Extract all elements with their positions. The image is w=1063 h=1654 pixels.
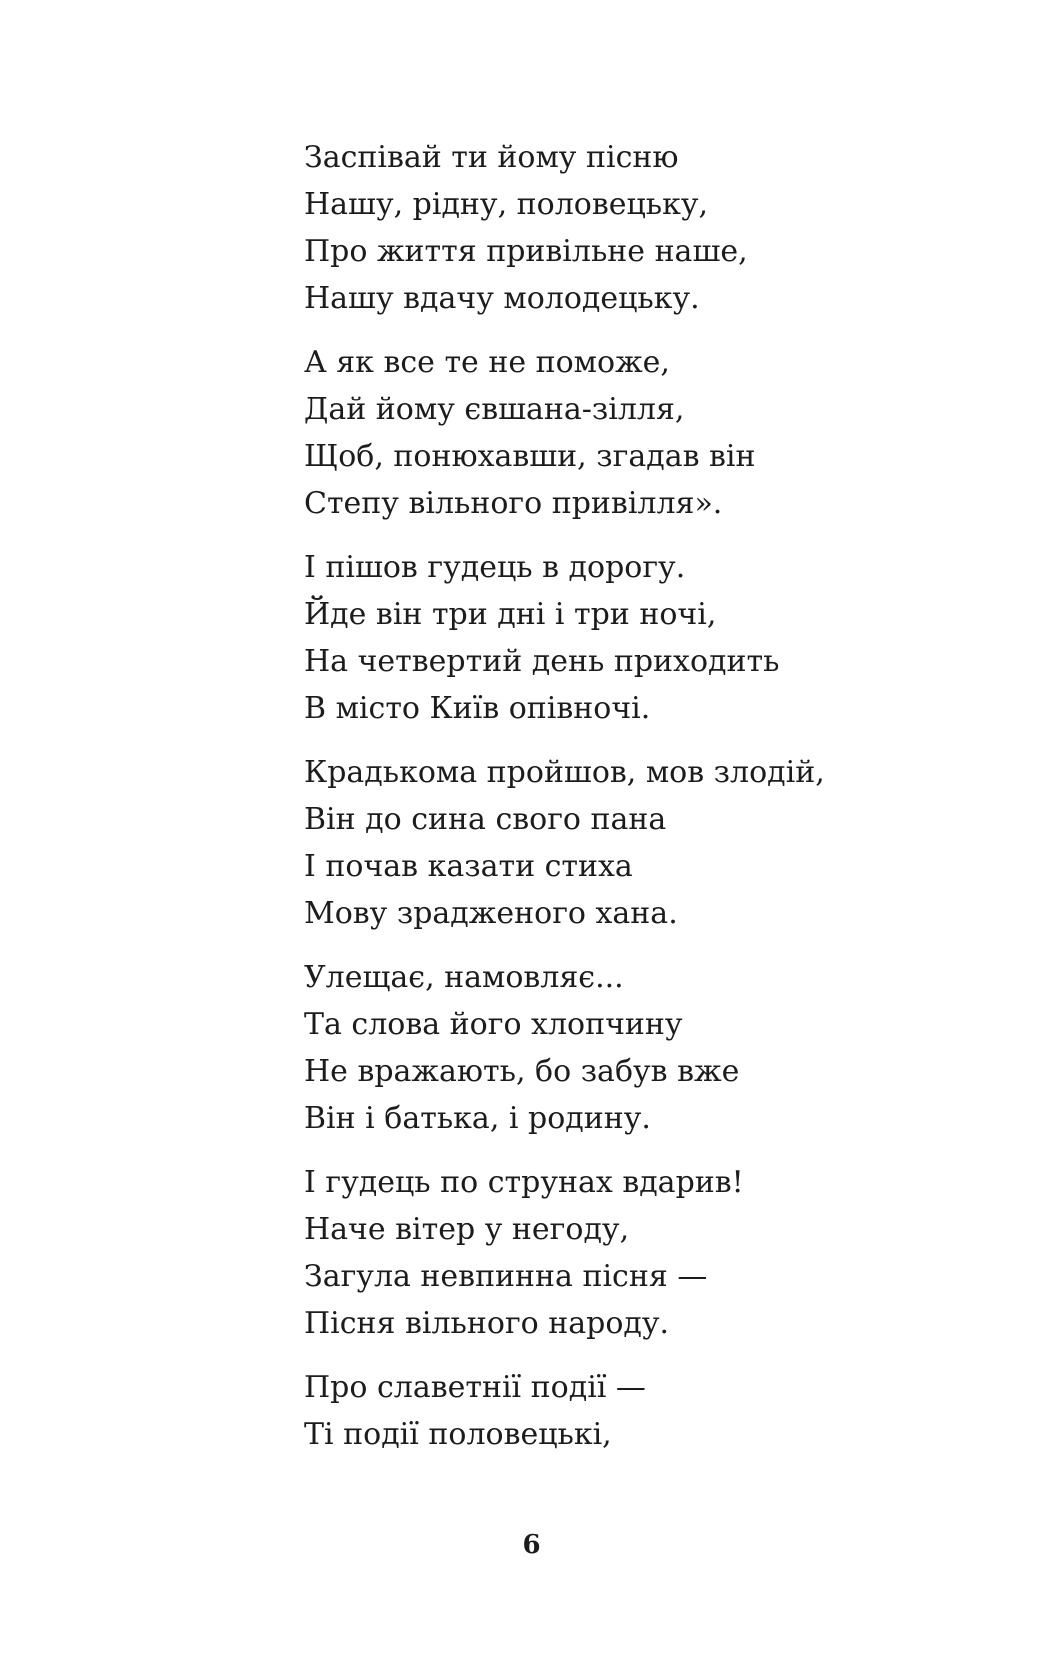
stanza-5 xyxy=(304,954,984,1142)
poem-line: Степу вільного привілля». xyxy=(304,486,723,521)
stanza-7 xyxy=(304,1364,984,1458)
page-number: 6 xyxy=(522,1530,541,1560)
poem-line: Про славетнії події — xyxy=(304,1370,646,1405)
stanza-6 xyxy=(304,1159,984,1347)
poem-line: Нашу вдачу молодецьку. xyxy=(304,281,700,316)
poem-line: Заспівай ти йому пісню xyxy=(304,140,679,175)
poem-line: Улещає, намовляє... xyxy=(304,960,624,995)
poem-line: І гудець по струнах вдарив! xyxy=(304,1165,744,1200)
poem-line: Крадькома пройшов, мов злодій, xyxy=(304,755,825,790)
poem-line: На четвертий день приходить xyxy=(304,644,780,679)
poem-line: Він і батька, і родину. xyxy=(304,1101,651,1136)
stanza-1 xyxy=(304,134,984,322)
poem-line: І пішов гудець в дорогу. xyxy=(304,550,686,585)
poem-line: Про життя привільне наше, xyxy=(304,234,748,269)
poem-line: Ті події половецькі, xyxy=(304,1417,612,1452)
poem-line: І почав казати стиха xyxy=(304,849,633,884)
stanza-2 xyxy=(304,339,984,527)
poem-line: В місто Київ опівночі. xyxy=(304,691,651,726)
poem-line: Пісня вільного народу. xyxy=(304,1306,670,1341)
poem-line: Йде він три дні і три ночі, xyxy=(304,597,717,632)
poem-line: Не вражають, бо забув вже xyxy=(304,1054,740,1089)
poem-line: А як все те не поможе, xyxy=(304,345,670,380)
stanza-3 xyxy=(304,544,984,732)
poem-line: Наче вітер у негоду, xyxy=(304,1212,630,1247)
poem-line: Та слова його хлопчину xyxy=(304,1007,683,1042)
poem-line: Дай йому євшана-зілля, xyxy=(304,392,685,427)
poem-line: Нашу, рідну, половецьку, xyxy=(304,187,709,222)
poem-line: Він до сина свого пана xyxy=(304,802,667,837)
poem-line: Щоб, понюхавши, згадав він xyxy=(304,439,756,474)
poem-line: Загула невпинна пісня — xyxy=(304,1259,708,1294)
stanza-4 xyxy=(304,749,984,937)
poem-text xyxy=(304,134,984,1458)
poem-line: Мову зрадженого хана. xyxy=(304,896,678,931)
